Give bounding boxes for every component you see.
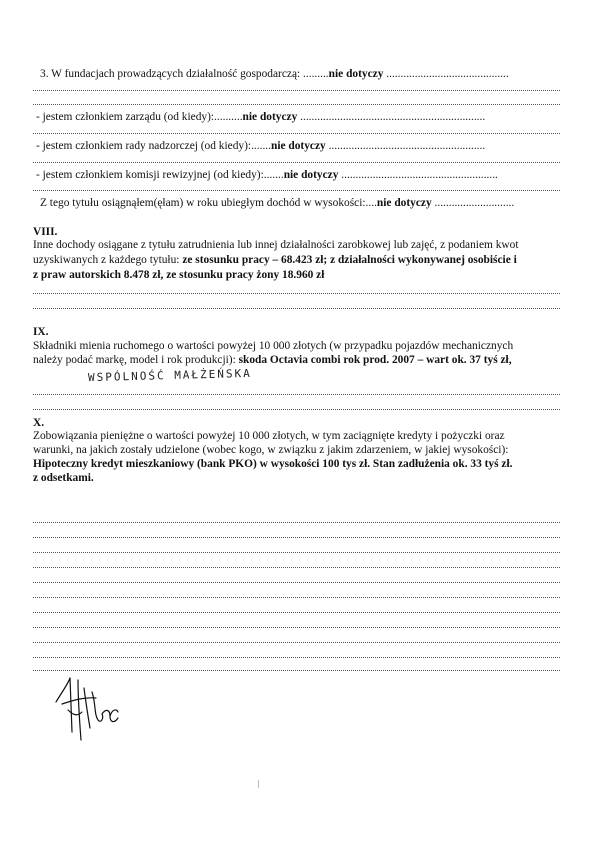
s10-line-4 xyxy=(33,472,94,485)
zarzad-value: nie dotyczy xyxy=(242,111,298,123)
zarzad-line xyxy=(36,111,485,124)
s10-line-2: warunki, na jakich zostały udzielone (wobec kogo, w związku z jakim zdarzeniem, w jakiej wysokości): xyxy=(33,444,509,456)
rada-intro: - jestem członkiem rady nadzorczej (od kiedy):....... xyxy=(36,140,271,152)
s9-line-2 xyxy=(33,354,512,367)
fundacje-tail: ........................................... xyxy=(383,68,509,80)
section-heading-viii: VIII. xyxy=(33,226,58,238)
blank-line xyxy=(33,552,560,553)
s10-line-3 xyxy=(33,458,512,471)
blank-line xyxy=(33,409,560,410)
s8-line-3 xyxy=(33,269,324,282)
s10-line-1: Zobowiązania pieniężne o wartości powyżej 10 000 złotych, w tym zaciągnięte kredyty i pożyczki oraz xyxy=(33,430,505,442)
blank-line xyxy=(33,308,560,309)
blank-line xyxy=(33,133,560,134)
blank-line xyxy=(33,293,560,294)
rada-value: nie dotyczy xyxy=(271,140,326,152)
handwritten-annotation: WSPÓLNOŚĆ MAŁŻEŃSKA xyxy=(87,366,252,385)
signature-image xyxy=(48,670,123,745)
blank-line xyxy=(33,642,560,643)
dochod-value: nie dotyczy xyxy=(376,197,432,209)
komisja-intro: - jestem członkiem komisji rewizyjnej (od kiedy):....... xyxy=(36,169,284,181)
s8-line-1: Inne dochody osiągane z tytułu zatrudnienia lub innej działalności zarobkowej lub zajęć, z podaniem kwot xyxy=(33,239,519,251)
fundacje-value: nie dotyczy xyxy=(328,68,384,80)
blank-line xyxy=(33,190,560,191)
s10-line-4-bold: z odsetkami. xyxy=(33,472,94,484)
zarzad-intro: - jestem członkiem zarządu (od kiedy):.......... xyxy=(36,111,243,123)
fundacje-line xyxy=(40,68,509,81)
blank-line xyxy=(33,90,560,91)
komisja-value: nie dotyczy xyxy=(283,169,339,181)
s8-line-3-bold: z praw autorskich 8.478 zł, ze stosunku pracy żony 18.960 zł xyxy=(33,269,325,281)
blank-line xyxy=(33,657,560,658)
s9-line-1: Składniki mienia ruchomego o wartości powyżej 10 000 złotych (w przypadku pojazdów mechanicznych xyxy=(33,340,514,352)
dochod-line xyxy=(40,197,514,210)
s8-line-2-bold: ze stosunku pracy – 68.423 zł; z działalności wykonywanej osobiście i xyxy=(182,254,517,266)
zarzad-tail: ................................................................. xyxy=(297,111,486,123)
komisja-line xyxy=(36,169,498,182)
blank-line xyxy=(33,567,560,568)
s10-line-3-bold: Hipoteczny kredyt mieszkaniowy (bank PKO) w wysokości 100 tys zł. Stan zadłużenia ok. 33 tyś zł. xyxy=(33,458,513,470)
blank-line xyxy=(33,104,560,105)
s8-line-2-plain: uzyskiwanych z każdego tytułu: xyxy=(33,254,183,266)
dochod-tail: ............................ xyxy=(431,197,515,209)
section-heading-x: X. xyxy=(33,417,45,429)
blank-line xyxy=(33,612,560,613)
rada-tail: ....................................................... xyxy=(325,140,486,152)
dochod-intro: Z tego tytułu osiągnąłem(ęłam) w roku ubiegłym dochód w wysokości:.... xyxy=(40,197,377,209)
blank-line xyxy=(33,597,560,598)
scan-artifact xyxy=(258,780,259,788)
s9-line-2-plain: należy podać markę, model i rok produkcji): xyxy=(33,354,239,366)
komisja-tail: ....................................................... xyxy=(338,169,498,181)
blank-line xyxy=(33,582,560,583)
blank-line xyxy=(33,537,560,538)
blank-line xyxy=(33,522,560,523)
rada-line xyxy=(36,140,485,153)
section-heading-ix: IX. xyxy=(33,326,49,338)
blank-line xyxy=(33,162,560,163)
fundacje-intro: 3. W fundacjach prowadzących działalność gospodarczą: ......... xyxy=(40,68,329,80)
s8-line-2 xyxy=(33,254,517,267)
s9-line-2-bold: skoda Octavia combi rok prod. 2007 – wart ok. 37 tyś zł, xyxy=(238,354,512,366)
blank-line xyxy=(33,394,560,395)
blank-line xyxy=(33,627,560,628)
